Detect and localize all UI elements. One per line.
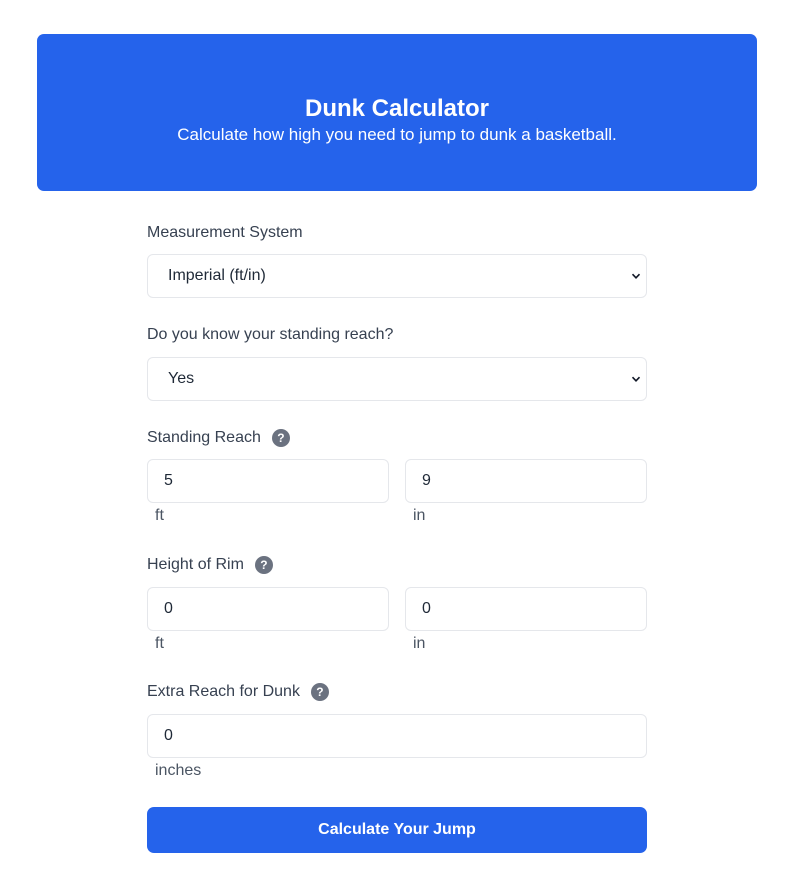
standing-reach-inches-unit: in	[413, 507, 426, 524]
rim-height-label: Height of Rim ?	[147, 556, 273, 574]
rim-height-feet-unit: ft	[155, 635, 164, 652]
measurement-system-select[interactable]: Imperial (ft/in)	[147, 254, 647, 298]
calculate-button[interactable]: Calculate Your Jump	[147, 807, 647, 853]
header-banner	[37, 34, 757, 191]
chevron-down-icon	[631, 271, 641, 281]
help-icon[interactable]: ?	[311, 683, 329, 701]
extra-reach-label: Extra Reach for Dunk ?	[147, 683, 329, 701]
measurement-system-label: Measurement System	[147, 224, 303, 241]
standing-reach-inches-input[interactable]: 9	[405, 459, 647, 503]
help-icon[interactable]: ?	[255, 556, 273, 574]
standing-reach-label: Standing Reach ?	[147, 429, 290, 447]
rim-height-inches-input[interactable]: 0	[405, 587, 647, 631]
page-title: Dunk Calculator	[304, 95, 490, 122]
rim-height-feet-input[interactable]: 0	[147, 587, 389, 631]
page-subtitle: Calculate how high you need to jump to dunk a basketball.	[177, 125, 617, 144]
reach-known-label: Do you know your standing reach?	[147, 326, 394, 343]
standing-reach-feet-input[interactable]: 5	[147, 459, 389, 503]
extra-reach-input[interactable]: 0	[147, 714, 647, 758]
help-icon[interactable]: ?	[272, 429, 290, 447]
reach-known-select[interactable]: Yes	[147, 357, 647, 401]
rim-height-inches-unit: in	[413, 635, 426, 652]
chevron-down-icon	[631, 374, 641, 384]
extra-reach-unit: inches	[155, 762, 202, 779]
standing-reach-feet-unit: ft	[155, 507, 164, 524]
